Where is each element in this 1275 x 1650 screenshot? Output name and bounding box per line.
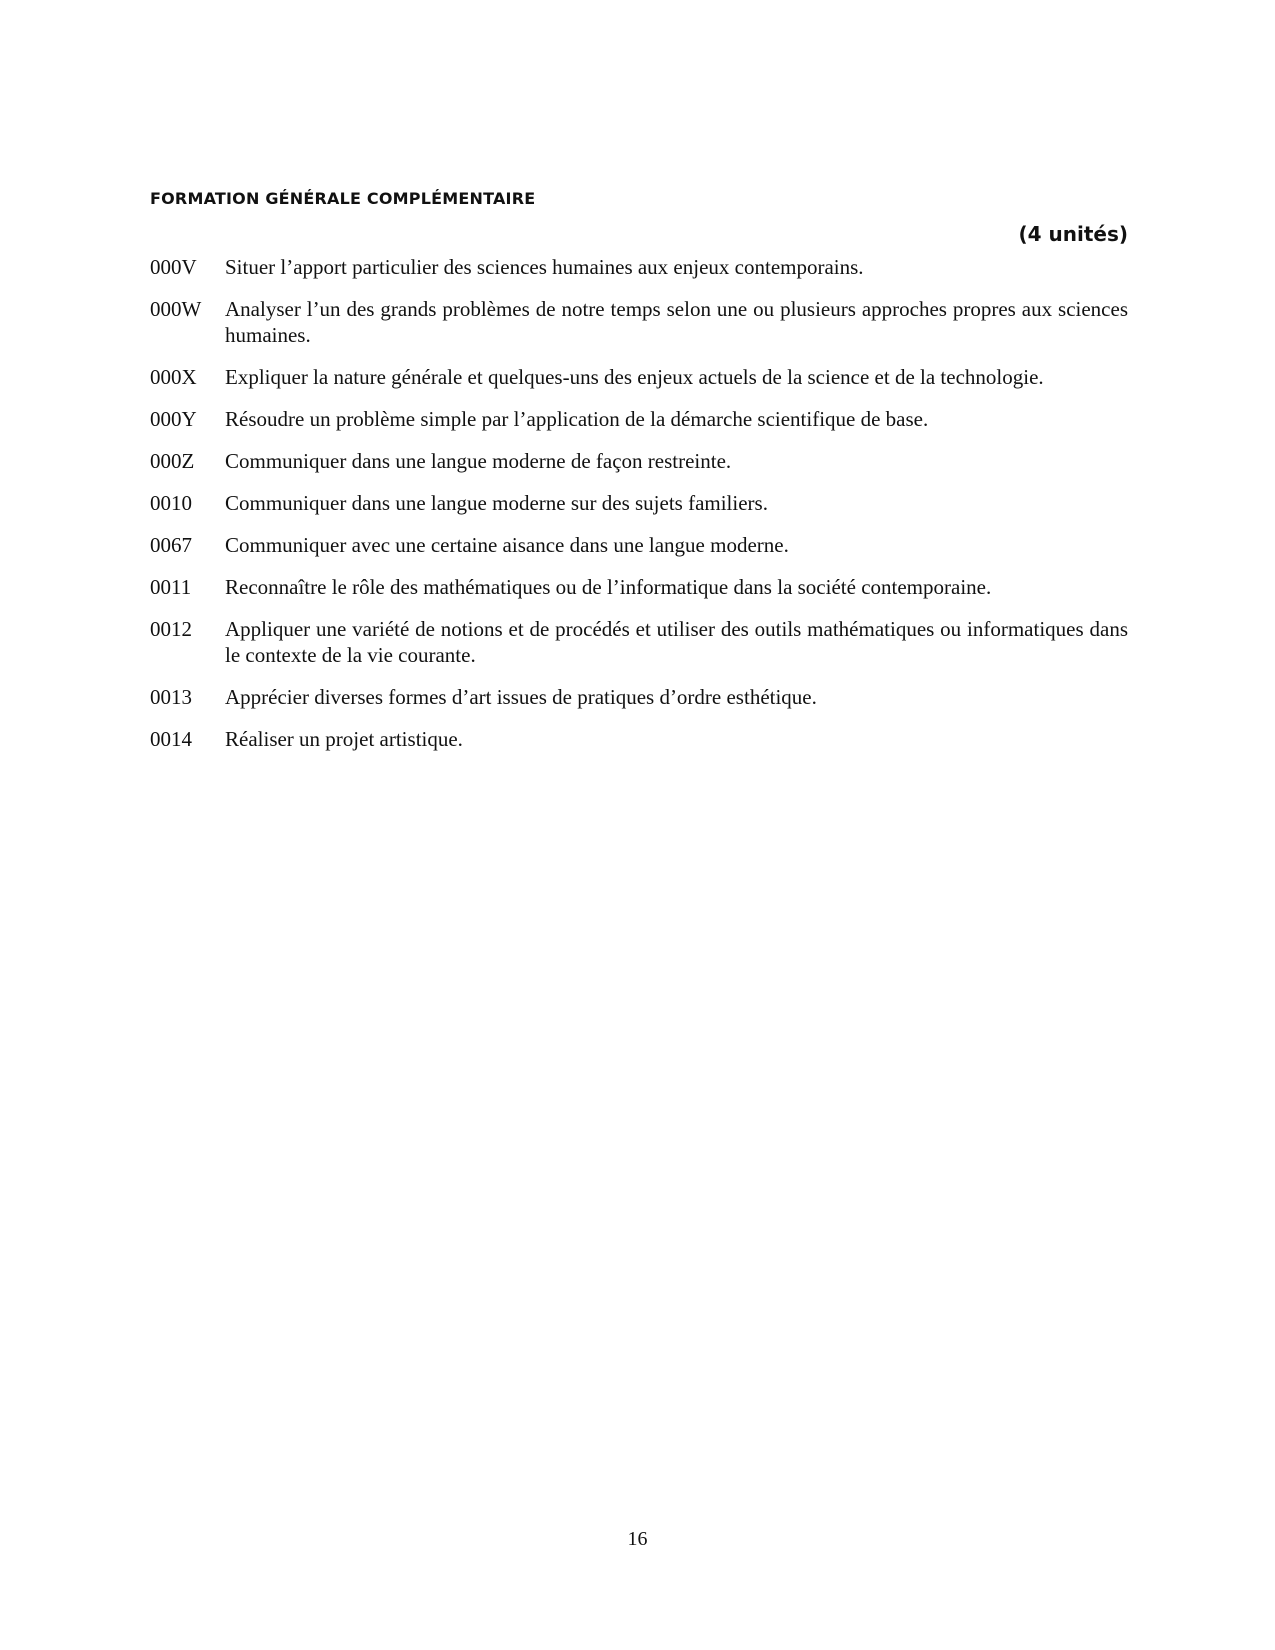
item-text: Appliquer une variété de notions et de procédés et utiliser des outils mathématiques ou informatiques dans le contexte de la vie courante. [225,617,1128,667]
list-item [150,296,1128,348]
list-item [150,364,1128,390]
item-text: Communiquer dans une langue moderne de façon restreinte. [225,449,732,473]
page-number: 16 [627,1528,648,1550]
units-label: (4 unités) [1018,222,1128,246]
list-item [150,254,1128,280]
item-text: Communiquer dans une langue moderne sur des sujets familiers. [225,491,768,515]
section-heading: FORMATION GÉNÉRALE COMPLÉMENTAIRE [150,189,536,208]
competency-list [150,254,1128,768]
item-text: Résoudre un problème simple par l’application de la démarche scientifique de base. [225,407,929,431]
list-item [150,448,1128,474]
item-text: Expliquer la nature générale et quelques-uns des enjeux actuels de la science et de la technologie. [225,365,1044,389]
item-text: Communiquer avec une certaine aisance dans une langue moderne. [225,533,789,557]
item-code: 0067 [150,533,192,557]
list-item [150,574,1128,600]
list-item [150,532,1128,558]
item-code: 000Y [150,407,197,431]
item-code: 0014 [150,727,192,751]
list-item [150,684,1128,710]
item-code: 0012 [150,617,192,641]
list-item [150,616,1128,668]
item-code: 0010 [150,491,192,515]
list-item [150,490,1128,516]
item-text: Réaliser un projet artistique. [225,727,463,751]
item-code: 000V [150,255,197,279]
list-item [150,726,1128,752]
list-item [150,406,1128,432]
item-text: Analyser l’un des grands problèmes de notre temps selon une ou plusieurs approches propres aux sciences humaines. [225,297,1128,347]
item-code: 0013 [150,685,192,709]
item-text: Apprécier diverses formes d’art issues de pratiques d’ordre esthétique. [225,685,817,709]
item-code: 000X [150,365,197,389]
item-code: 000W [150,297,202,321]
item-code: 000Z [150,449,195,473]
item-text: Reconnaître le rôle des mathématiques ou de l’informatique dans la société contemporaine. [225,575,992,599]
item-text: Situer l’apport particulier des sciences humaines aux enjeux contemporains. [225,255,864,279]
item-code: 0011 [150,575,192,599]
